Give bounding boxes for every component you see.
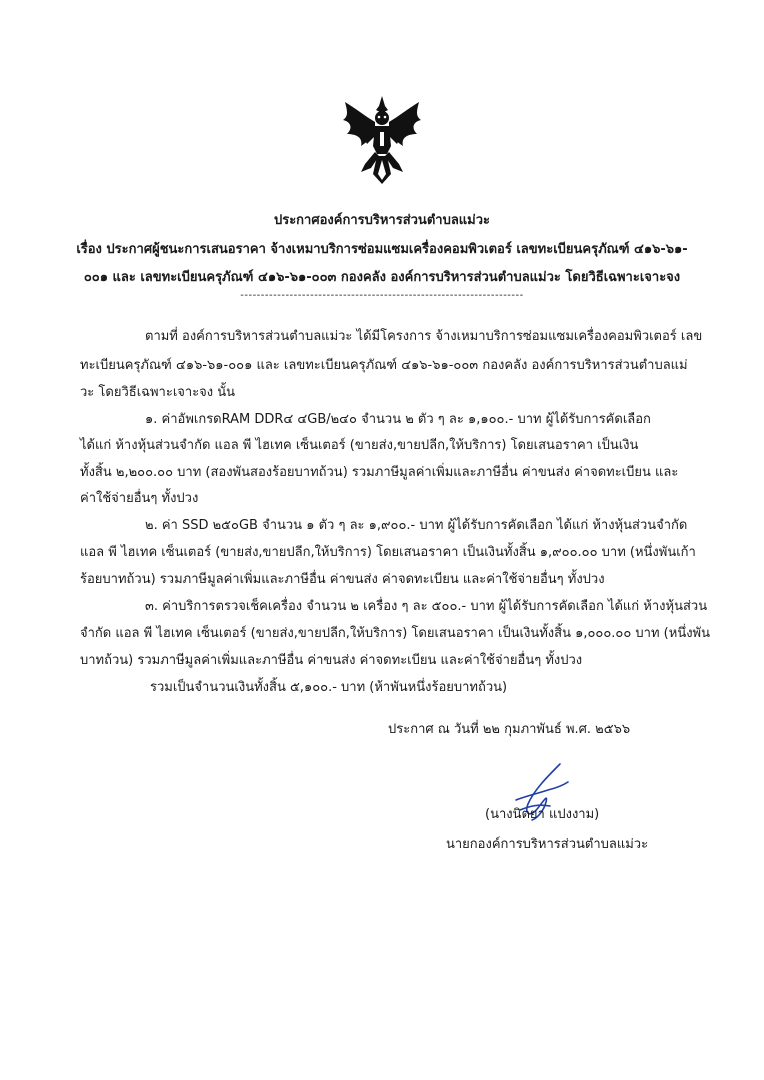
subject-line-2: ๐๐๑ และ เลขทะเบียนครุภัณฑ์ ๔๑๖-๖๑-๐๐๓ กองคลัง องค์การบริหารส่วนตำบลแม่วะ โดยวิธีเฉพาะเจาะจง [83, 270, 681, 285]
item1-line-3: ทั้งสิ้น ๒,๒๐๐.๐๐ บาท (สองพันสองร้อยบาทถ้วน) รวมภาษีมูลค่าเพิ่มและภาษีอื่น ค่าขนส่ง ค่าจดทะเบียน และ [80, 465, 679, 480]
intro-line-3: วะ โดยวิธีเฉพาะเจาะจง นั้น [80, 385, 236, 400]
item2-line-3: ร้อยบาทถ้วน) รวมภาษีมูลค่าเพิ่มและภาษีอื่น ค่าขนส่ง ค่าจดทะเบียน และค่าใช้จ่ายอื่นๆ ทั้งปวง [80, 572, 605, 587]
signer-name: (นางนิตยา แปงงาม) [485, 807, 600, 822]
garuda-emblem-icon [337, 94, 427, 186]
item1-line-1: ๑. ค่าอัพเกรดRAM DDR๔ ๔GB/๒๔๐ จำนวน ๒ ตัว ๆ ละ ๑,๑๐๐.- บาท ผู้ได้รับการคัดเลือก [145, 412, 651, 427]
item2-line-2: แอล พี ไฮเทค เซ็นเตอร์ (ขายส่ง,ขายปลีก,ให้บริการ) โดยเสนอราคา เป็นเงินทั้งสิ้น ๑,๙๐๐.๐๐ บาท (หนึ่งพันเก้า [80, 545, 696, 560]
item3-line-3: บาทถ้วน) รวมภาษีมูลค่าเพิ่มและภาษีอื่น ค่าขนส่ง ค่าจดทะเบียน และค่าใช้จ่ายอื่นๆ ทั้งปวง [80, 653, 583, 668]
item1-line-2: ได้แก่ ห้างหุ้นส่วนจำกัด แอล พี ไฮเทค เซ็นเตอร์ (ขายส่ง,ขายปลีก,ให้บริการ) โดยเสนอราคา เป็นเงิน [80, 438, 639, 453]
item3-line-2: จำกัด แอล พี ไฮเทค เซ็นเตอร์ (ขายส่ง,ขายปลีก,ให้บริการ) โดยเสนอราคา เป็นเงินทั้งสิ้น ๑,๐๐๐.๐๐ บาท (หนึ่งพัน [80, 626, 711, 641]
intro-line-1: ตามที่ องค์การบริหารส่วนตำบลแม่วะ ได้มีโครงการ จ้างเหมาบริการซ่อมแซมเครื่องคอมพิวเตอร์ เลข [145, 329, 703, 344]
signer-title: นายกองค์การบริหารส่วนตำบลแม่วะ [446, 837, 649, 852]
divider: --------------------------------------------------------------------- [240, 290, 524, 301]
item3-line-1: ๓. ค่าบริการตรวจเช็คเครื่อง จำนวน ๒ เครื่อง ๆ ละ ๕๐๐.- บาท ผู้ได้รับการคัดเลือก ได้แก่ ห้างหุ้นส่วน [145, 599, 708, 614]
announcement-date: ประกาศ ณ วันที่ ๒๒ กุมภาพันธ์ พ.ศ. ๒๕๖๖ [388, 722, 631, 737]
announcement-title: ประกาศองค์การบริหารส่วนตำบลแม่วะ [273, 213, 491, 228]
item1-line-4: ค่าใช้จ่ายอื่นๆ ทั้งปวง [80, 491, 199, 506]
subject-line-1: เรื่อง ประกาศผู้ชนะการเสนอราคา จ้างเหมาบริการซ่อมแซมเครื่องคอมพิวเตอร์ เลขทะเบียนครุภัณฑ์ ๔๑๖-๖๑- [76, 242, 688, 257]
total-line: รวมเป็นจำนวนเงินทั้งสิ้น ๕,๑๐๐.- บาท (ห้าพันหนึ่งร้อยบาทถ้วน) [150, 680, 508, 695]
intro-line-2: ทะเบียนครุภัณฑ์ ๔๑๖-๖๑-๐๐๑ และ เลขทะเบียนครุภัณฑ์ ๔๑๖-๖๑-๐๐๓ กองคลัง องค์การบริหารส่วนตำบลแม่ [80, 358, 688, 373]
item2-line-1: ๒. ค่า SSD ๒๕๐GB จำนวน ๑ ตัว ๆ ละ ๑,๙๐๐.- บาท ผู้ได้รับการคัดเลือก ได้แก่ ห้างหุ้นส่วนจำกัด [145, 518, 688, 533]
